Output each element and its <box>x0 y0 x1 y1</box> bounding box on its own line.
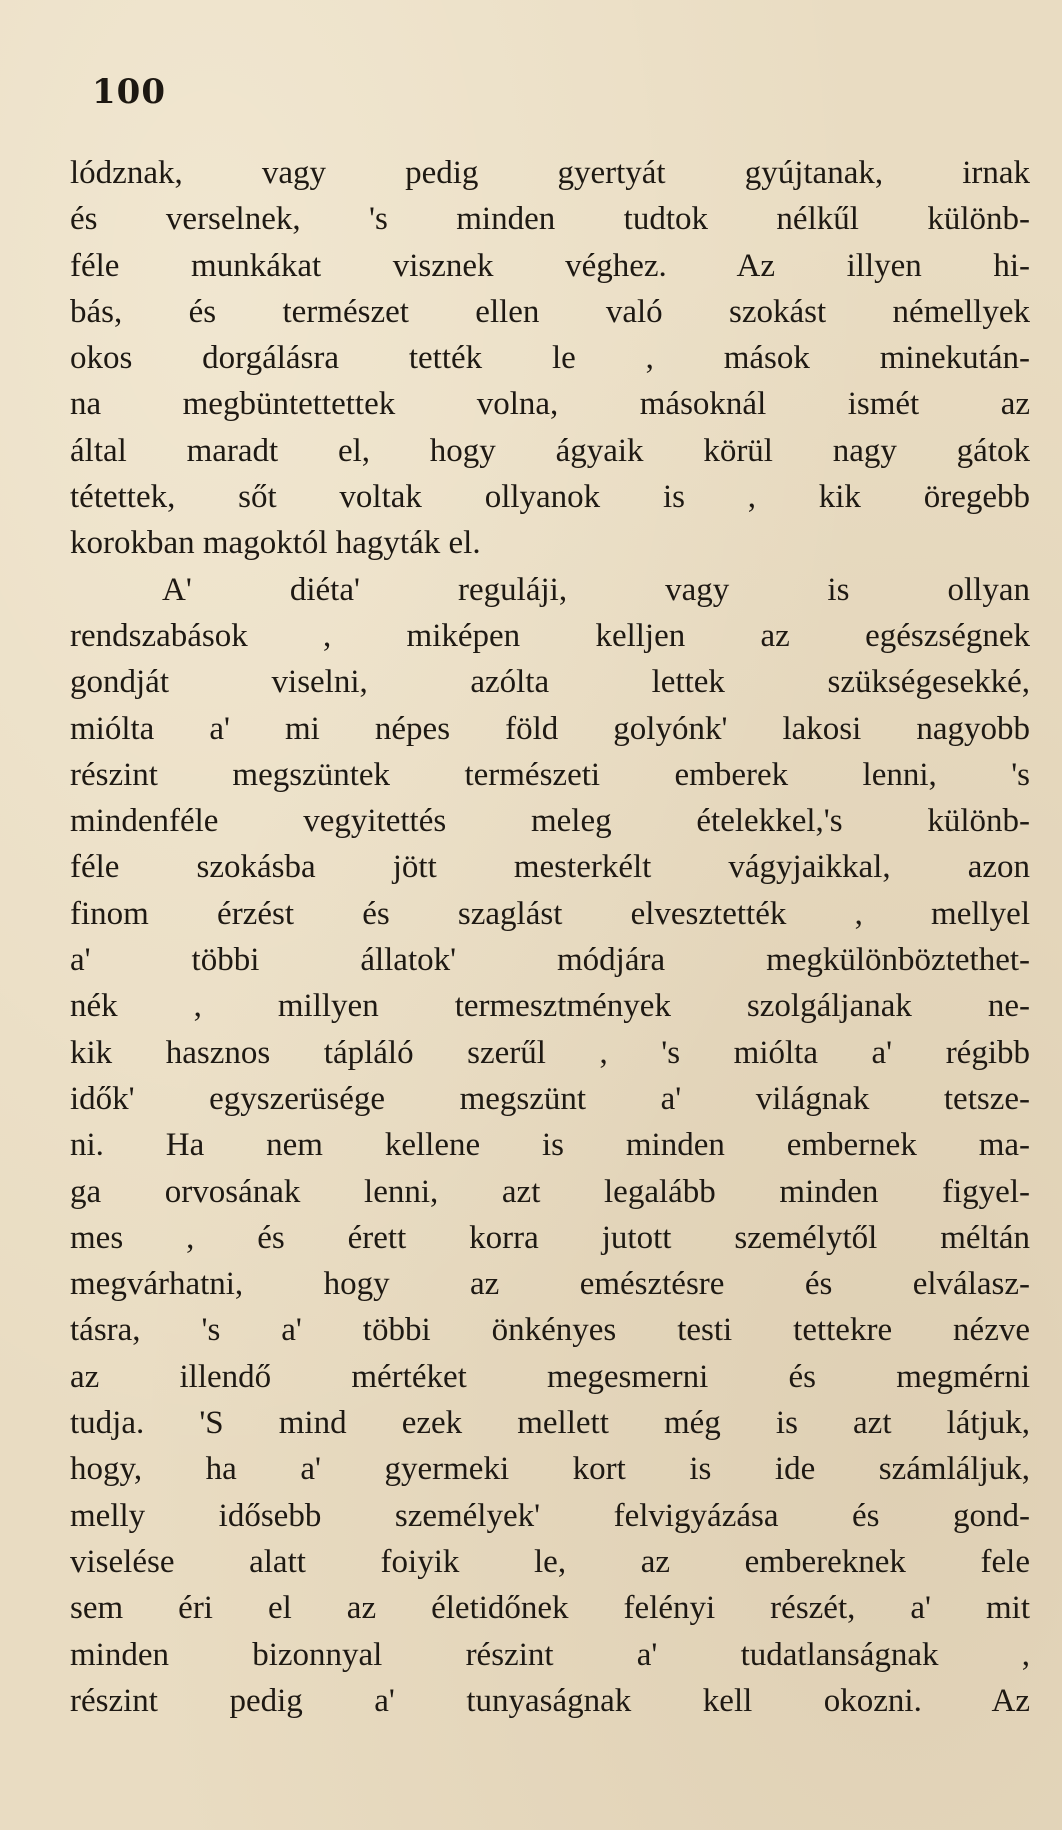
text-line: viselése alatt foiyik le, az embereknek fele <box>70 1543 1030 1580</box>
text-line: minden bizonnyal részint a' tudatlanságnak , <box>70 1636 1030 1673</box>
text-line: mindenféle vegyitettés meleg ételekkel,'s különb- <box>70 803 1030 840</box>
text-line: hogy, ha a' gyermeki kort is ide számláljuk, <box>70 1451 1030 1488</box>
text-line: féle munkákat visznek véghez. Az illyen hi- <box>70 247 1030 284</box>
text-line: lódznak, vagy pedig gyertyát gyújtanak, irnak <box>70 155 1030 191</box>
text-line: nék , millyen termesztmények szolgáljanak ne- <box>70 988 1030 1025</box>
text-line: féle szokásba jött mesterkélt vágyjaikkal, azon <box>70 849 1030 886</box>
text-line: korokban magoktól hagyták el. <box>70 525 481 562</box>
text-line: részint megszüntek természeti emberek lenni, 's <box>70 756 1030 793</box>
section-heading-line: A' diéta' reguláji, vagy is ollyan <box>162 571 1030 608</box>
text-line: ga orvosának lenni, azt legalább minden figyel- <box>70 1173 1030 1210</box>
text-line: na megbüntettettek volna, másoknál ismét az <box>70 386 1030 423</box>
text-line: tétettek, sőt voltak ollyanok is , kik öregebb <box>70 479 1030 516</box>
text-line: melly idősebb személyek' felvigyázása és gond- <box>70 1497 1030 1534</box>
text-line: okos dorgálásra tették le , mások minekután- <box>70 340 1030 377</box>
text-line: és verselnek, 's minden tudtok nélkűl különb- <box>70 201 1030 238</box>
text-line: bás, és természet ellen való szokást némellyek <box>70 293 1030 330</box>
text-line: ni. Ha nem kellene is minden embernek ma- <box>70 1127 1030 1164</box>
page-number: 100 <box>92 72 166 112</box>
text-line: mes , és érett korra jutott személytől méltán <box>70 1219 1030 1256</box>
text-line: tásra, 's a' többi önkényes testi tettekre nézve <box>70 1312 1030 1349</box>
text-line: az illendő mértéket megesmerni és megmérni <box>70 1358 1030 1395</box>
text-line: miólta a' mi népes föld golyónk' lakosi nagyobb <box>70 710 1030 747</box>
text-line: rendszabások , miképen kelljen az egészségnek <box>70 617 1030 654</box>
text-line: gondját viselni, azólta lettek szükségesekké, <box>70 664 1030 701</box>
text-line: által maradt el, hogy ágyaik körül nagy gátok <box>70 432 1030 469</box>
text-line: finom érzést és szaglást elvesztették , mellyel <box>70 895 1030 932</box>
body-text <box>70 150 1030 1724</box>
text-line: sem éri el az életidőnek felényi részét, a' mit <box>70 1590 1030 1627</box>
text-line: idők' egyszerüsége megszünt a' világnak tetsze- <box>70 1080 1030 1117</box>
text-line: a' többi állatok' módjára megkülönböztethet- <box>70 942 1030 979</box>
text-line: részint pedig a' tunyaságnak kell okozni. Az <box>70 1682 1030 1719</box>
text-line: megvárhatni, hogy az emésztésre és elválasz- <box>70 1266 1030 1303</box>
text-line: kik hasznos tápláló szerűl , 's miólta a' régibb <box>70 1034 1030 1071</box>
text-line: tudja. 'S mind ezek mellett még is azt látjuk, <box>70 1405 1030 1442</box>
